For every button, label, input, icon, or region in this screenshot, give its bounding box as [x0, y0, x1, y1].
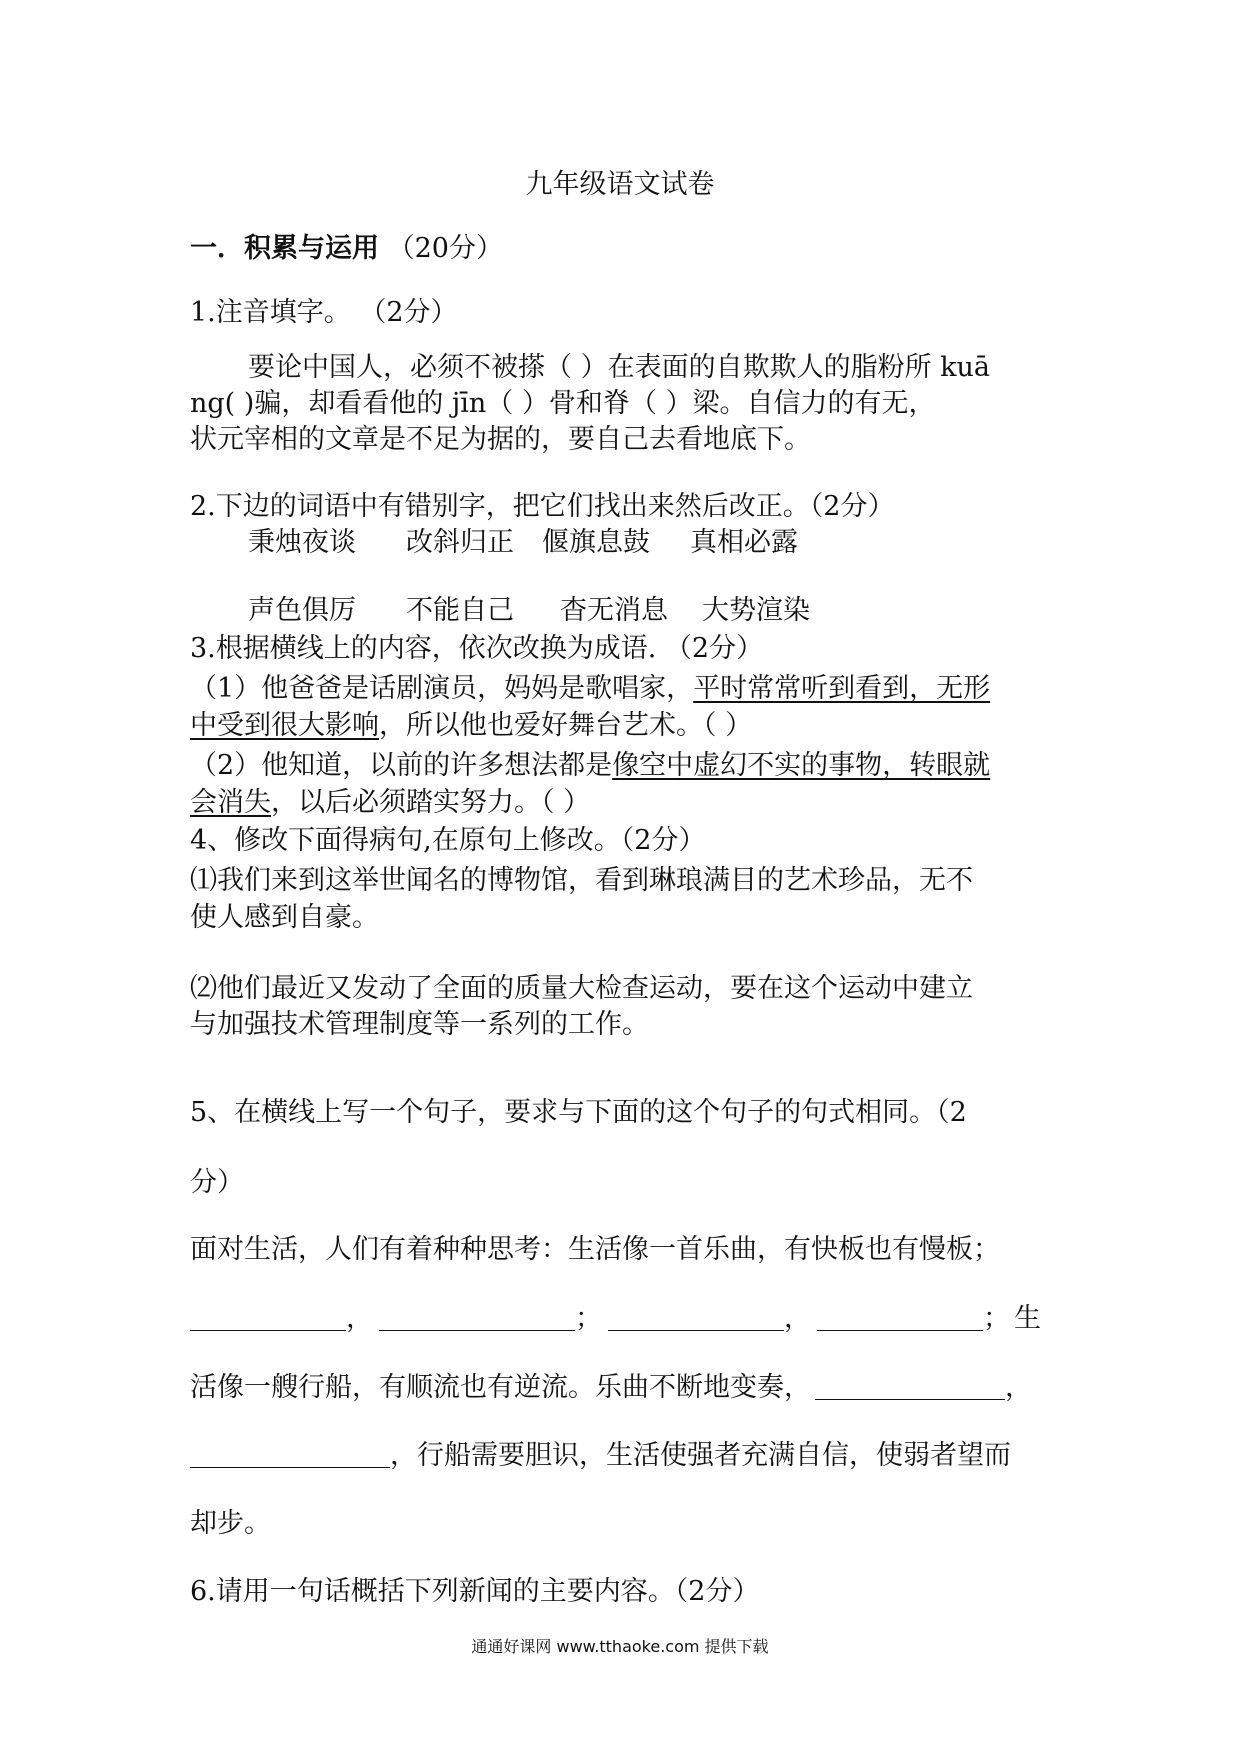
answer-blank[interactable] — [190, 1302, 346, 1331]
answer-blank[interactable] — [817, 1302, 983, 1331]
punctuation: ； — [983, 1303, 1010, 1334]
question-3-sentence — [190, 670, 990, 708]
word-item: 杳无消息 — [560, 595, 668, 626]
sentence-text: ，行船需要胆识，生活使强者充满自信，使弱者望而 — [390, 1440, 1011, 1471]
sentence-text: （2）他知道，以前的许多想法都是 — [190, 750, 613, 781]
question-1-line: 状元宰相的文章是不足为据的，要自己去看地底下。 — [190, 424, 811, 455]
answer-blank[interactable] — [815, 1371, 1005, 1400]
question-5-heading: 分） — [190, 1167, 244, 1198]
question-1-line: 要论中国人，必须不被搽（ ）在表面的自欺欺人的脂粉所 kuā — [248, 352, 991, 383]
section-label: 一．积累与运用 — [190, 233, 379, 264]
punctuation: ， — [1005, 1372, 1032, 1403]
question-2-heading: 2.下边的词语中有错别字，把它们找出来然后改正。（2分） — [190, 491, 895, 522]
question-3-sentence — [190, 707, 752, 745]
underlined-text: 平时常常听到看到，无形 — [693, 673, 991, 704]
question-4-heading: 4、修改下面得病句,在原句上修改。（2分） — [190, 825, 706, 856]
sentence-text: （1）他爸爸是话剧演员，妈妈是歌唱家， — [190, 673, 694, 704]
line-end-text: 生 — [1014, 1303, 1041, 1334]
question-4-sentence: ⑵他们最近又发动了全面的质量大检查运动，要在这个运动中建立 — [190, 973, 973, 1004]
section-score: （20分） — [387, 233, 503, 264]
question-5-line: 却步。 — [190, 1508, 271, 1539]
word-item: 偃旗息鼓 — [542, 527, 650, 558]
sentence-text: 活像一艘行船，有顺流也有逆流。乐曲不断地变奏， — [190, 1372, 811, 1403]
word-row — [248, 592, 810, 630]
page-title: 九年级语文试卷 — [525, 169, 715, 200]
sentence-text: ，所以他也爱好舞台艺术。（ ） — [379, 710, 753, 741]
question-3-heading: 3.根据横线上的内容，依次改换为成语. （2分） — [190, 633, 764, 664]
sentence-text: ，以后必须踏实努力。（ ） — [271, 787, 591, 818]
word-item: 改斜归正 — [406, 527, 514, 558]
question-4-sentence: 使人感到自豪。 — [190, 902, 379, 933]
answer-line — [190, 1300, 1041, 1338]
question-1-heading: 1.注音填字。 （2分） — [190, 297, 458, 328]
question-5-line: 面对生活，人们有着种种思考：生活像一首乐曲，有快板也有慢板； — [190, 1234, 1000, 1265]
word-item: 声色俱厉 — [248, 595, 356, 626]
underlined-text: 像空中虚幻不实的事物，转眼就 — [612, 750, 991, 781]
punctuation: ； — [575, 1303, 602, 1334]
question-1-line: ng( )骗，却看看他的 jīn（ ）骨和脊（ ）梁。自信力的有无， — [190, 388, 936, 419]
punctuation: ， — [784, 1303, 811, 1334]
answer-line — [190, 1369, 1032, 1407]
word-item: 秉烛夜谈 — [248, 527, 356, 558]
question-6-heading: 6.请用一句话概括下列新闻的主要内容。（2分） — [190, 1576, 760, 1607]
question-3-sentence — [190, 784, 590, 822]
answer-blank[interactable] — [608, 1302, 784, 1331]
underlined-text: 中受到很大影响 — [190, 710, 379, 741]
underlined-text: 会消失 — [190, 787, 271, 818]
answer-blank[interactable] — [190, 1439, 390, 1468]
word-item: 真相必露 — [690, 527, 798, 558]
punctuation: ， — [346, 1303, 373, 1334]
question-3-sentence — [190, 747, 990, 785]
footer-text: 通通好课网 www.tthaoke.com 提供下载 — [471, 1637, 769, 1656]
question-5-heading: 5、在横线上写一个句子，要求与下面的这个句子的句式相同。（2 — [190, 1097, 967, 1128]
word-item: 不能自己 — [406, 595, 514, 626]
question-4-sentence: 与加强技术管理制度等一系列的工作。 — [190, 1009, 649, 1040]
answer-line — [190, 1437, 1011, 1475]
question-4-sentence: ⑴我们来到这举世闻名的博物馆，看到琳琅满目的艺术珍品，无不 — [190, 865, 973, 896]
answer-blank[interactable] — [379, 1302, 575, 1331]
word-item: 大势渲染 — [702, 595, 810, 626]
word-row — [248, 524, 798, 562]
section-heading — [190, 230, 503, 268]
